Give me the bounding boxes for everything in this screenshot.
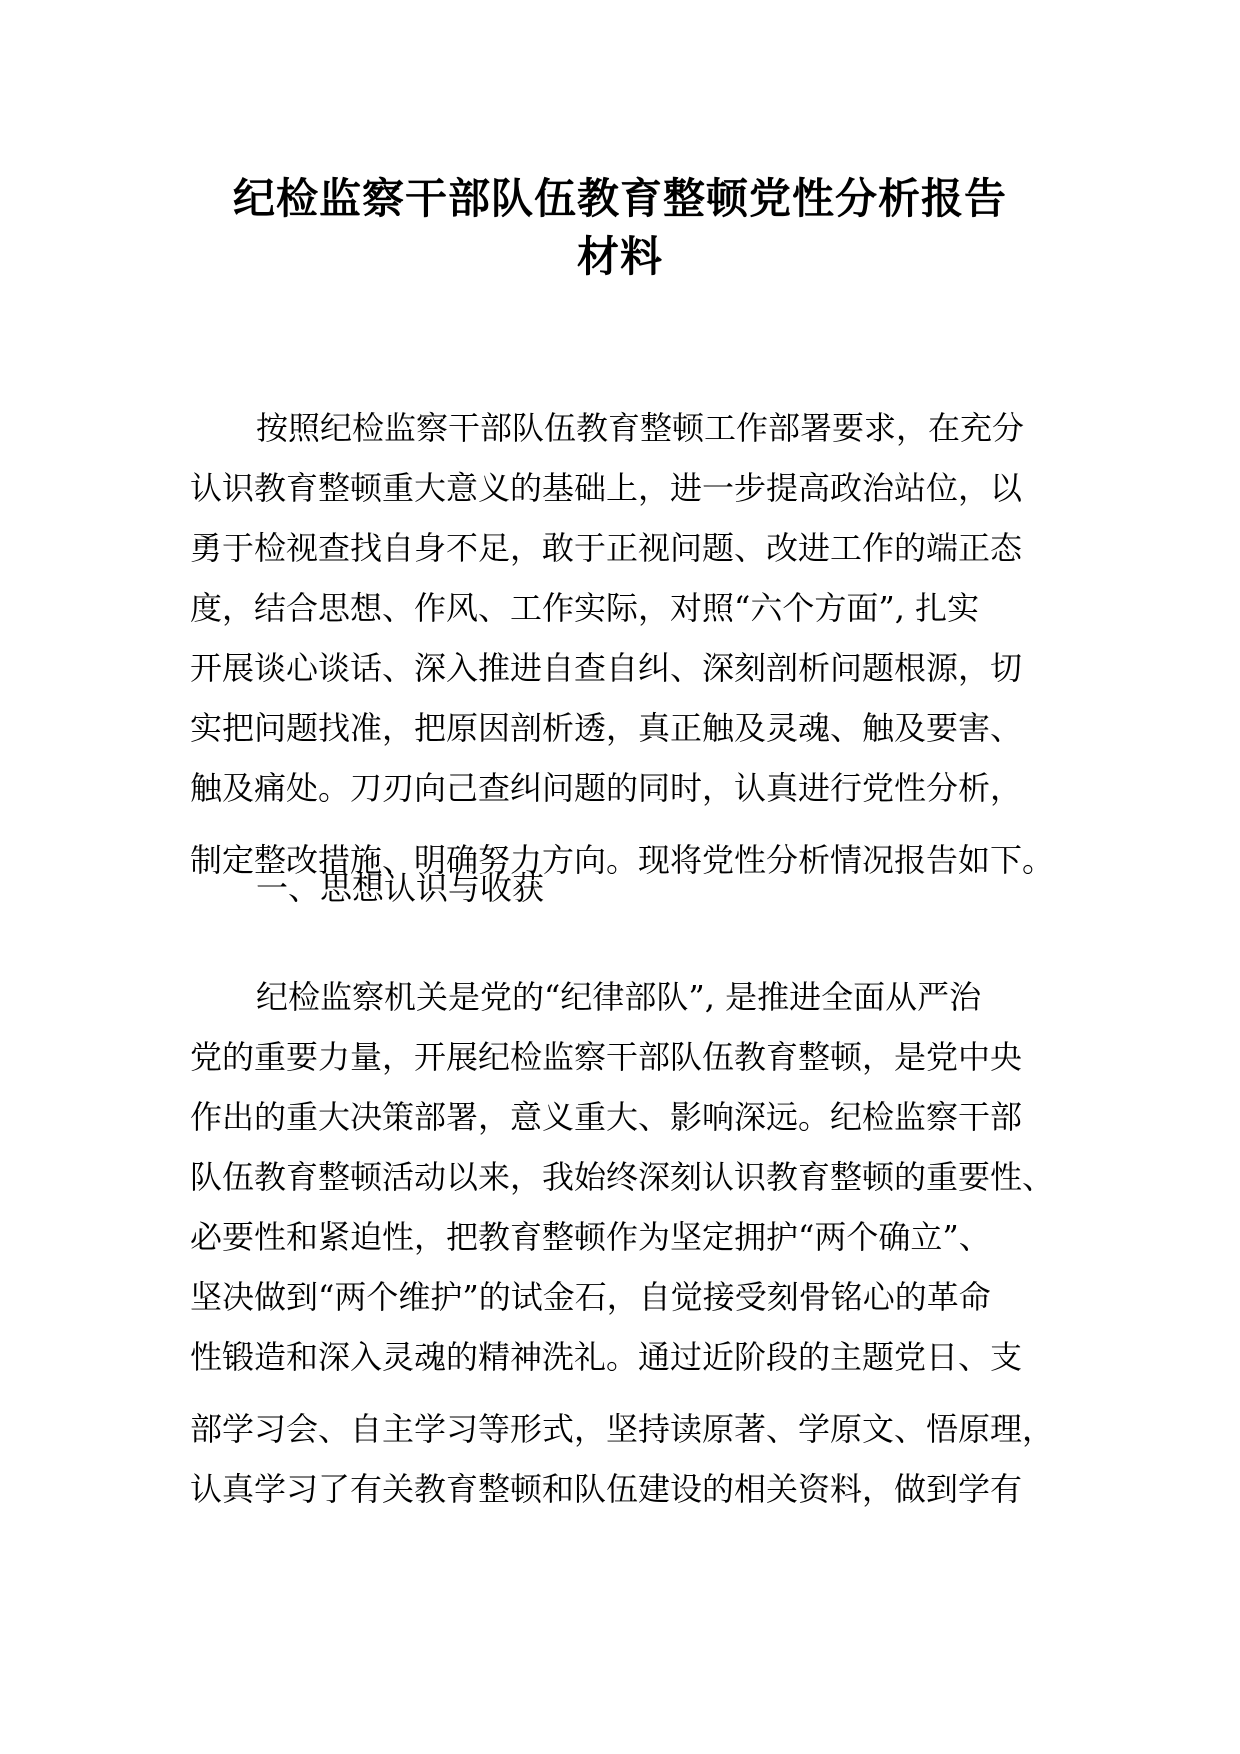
paragraph-line: 度，结合思想、作风、工作实际，对照“六个方面”, 扎实 (190, 589, 980, 627)
section-heading: 一、思想认识与收获 (256, 869, 545, 907)
paragraph-line: 开展谈心谈话、深入推进自查自纠、深刻剖析问题根源，切 (190, 649, 1023, 687)
paragraph-section1 (190, 967, 1070, 1519)
paragraph-line: 坚决做到“两个维护”的试金石，自觉接受刻骨铭心的革命 (190, 1278, 991, 1316)
paragraph-line: 实把问题找准，把原因剖析透，真正触及灵魂、触及要害、 (190, 709, 1023, 747)
paragraph-line: 队伍教育整顿活动以来，我始终深刻认识教育整顿的重要性、 (190, 1158, 1055, 1196)
paragraph-line: 党的重要力量，开展纪检监察干部队伍教育整顿，是党中央 (190, 1038, 1023, 1076)
paragraph-line: 作出的重大决策部署，意义重大、影响深远。纪检监察干部 (190, 1098, 1023, 1136)
paragraph-line: 必要性和紧迫性，把教育整顿作为坚定拥护“两个确立”、 (190, 1218, 991, 1256)
paragraph-line: 认识教育整顿重大意义的基础上，进一步提高政治站位，以 (190, 469, 1023, 507)
paragraph-line: 触及痛处。刀刃向己查纠问题的同时，认真进行党性分析， (190, 769, 1023, 807)
paragraph-line: 认真学习了有关教育整顿和队伍建设的相关资料，做到学有 (190, 1470, 1023, 1508)
paragraph-line: 按照纪检监察干部队伍教育整顿工作部署要求，在充分 (256, 409, 1025, 447)
paragraph-intro (190, 398, 1070, 890)
paragraph-line: 勇于检视查找自身不足，敢于正视问题、改进工作的端正态 (190, 529, 1023, 567)
document-title (190, 170, 1050, 286)
paragraph-line: 制定整改措施、明确努力方向。现将党性分析情况报告如下。 (190, 841, 1055, 879)
title-line-2: 材料 (576, 232, 663, 281)
paragraph-line: 性锻造和深入灵魂的精神洗礼。通过近阶段的主题党日、支 (190, 1338, 1023, 1376)
paragraph-line: 部学习会、自主学习等形式，坚持读原著、学原文、悟原理， (190, 1410, 1055, 1448)
paragraph-line: 纪检监察机关是党的“纪律部队”, 是推进全面从严治 (256, 978, 982, 1016)
title-line-1: 纪检监察干部队伍教育整顿党性分析报告 (232, 174, 1007, 223)
